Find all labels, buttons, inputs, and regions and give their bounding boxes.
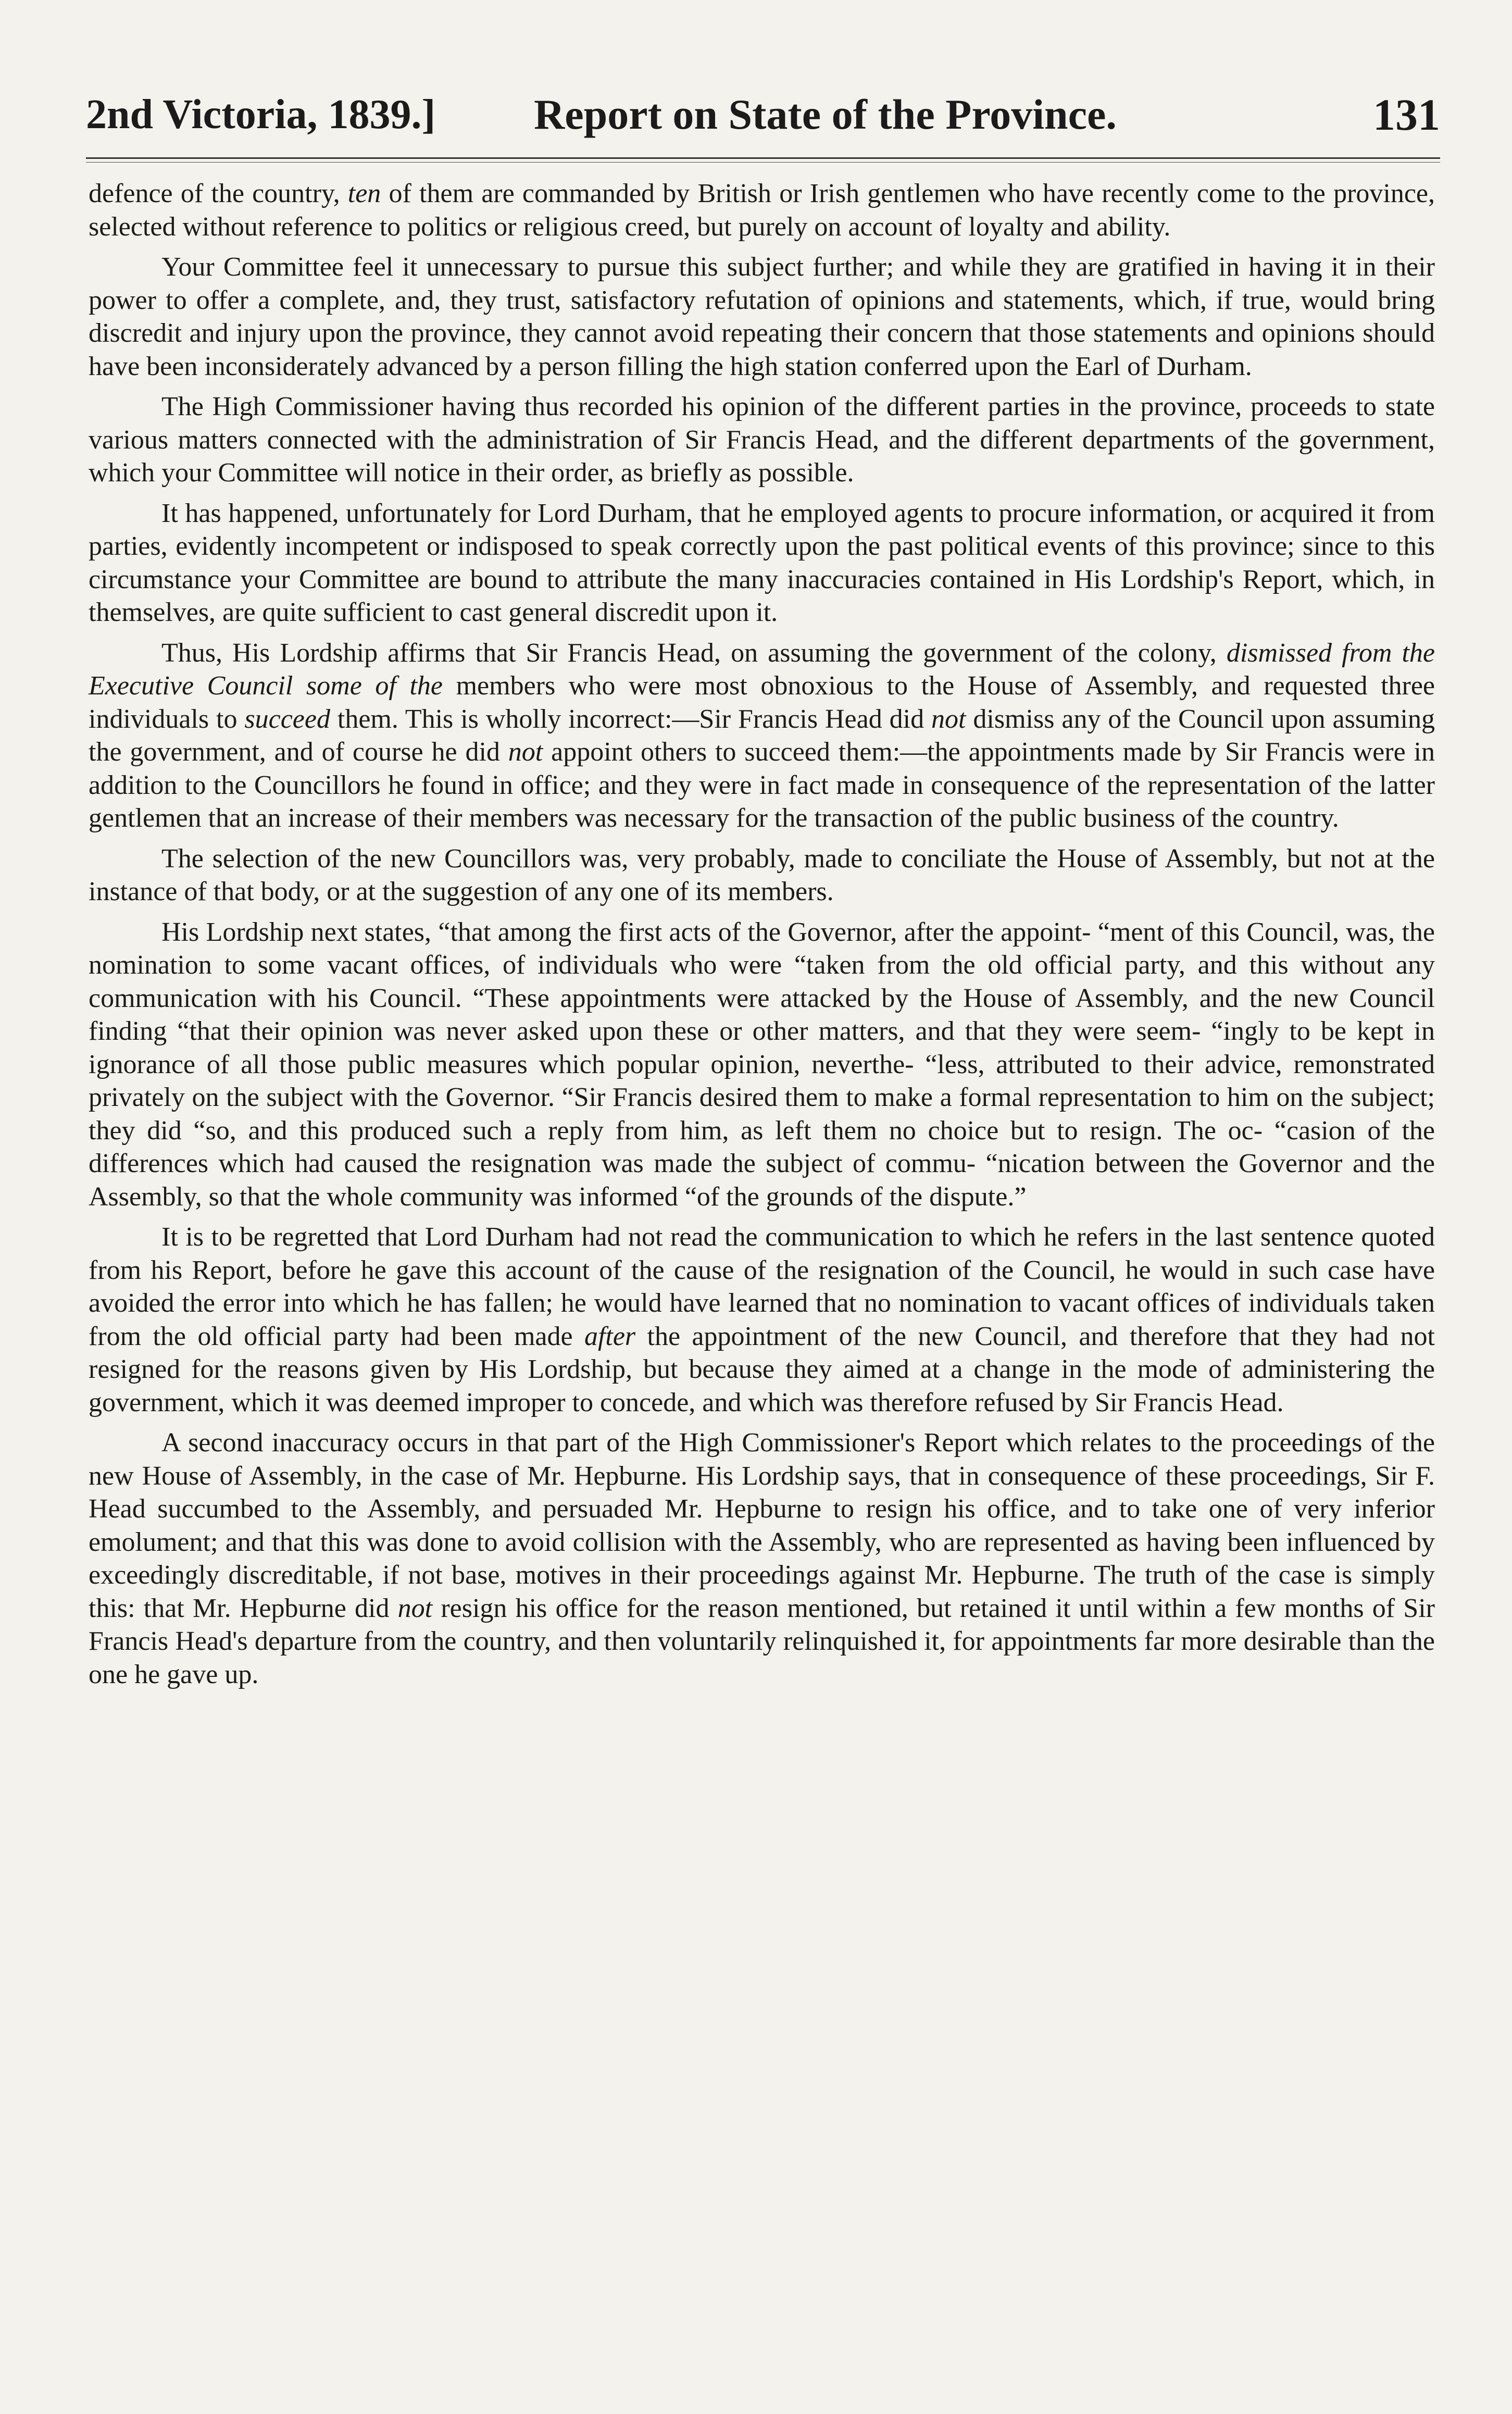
text-run: It is to be regretted that Lord Durham had not read the communication to which he refers in the last sentence quoted from his Report, before he gave this account of the cause of the resignation of the Council, he would in such case have avoided the error into which he has fallen; he would have learned that no nomination to vacant offices of individuals taken from the old official party had been made — [89, 1222, 1435, 1351]
text-run: members who were most obnoxious to the House of Assembly, and requested three individuals to — [89, 671, 1435, 734]
italic-text: succeed — [244, 704, 330, 734]
text-run: them. This is wholly incorrect:—Sir Francis Head did — [330, 704, 932, 734]
text-run: It has happened, unfortunately for Lord Durham, that he employed agents to procure information, or acquired it from parties, evidently incompetent or indisposed to speak correctly upon the past political events of this province; since to this circumstance your Committee are bound to attribute the many inaccuracies contained in His Lordship's Report, which, in themselves, are quite sufficient to cast general discredit upon it. — [89, 498, 1435, 627]
italic-text: not — [508, 737, 543, 767]
text-run: appoint others to succeed them:—the appointments made by Sir Francis were in addition to the Councillors he found in office; and they were in fact made in consequence of the representation of the latter gentlemen that an increase of their members was necessary for the transaction of the public business of the country. — [89, 737, 1435, 833]
paragraph — [89, 637, 1435, 835]
paragraph — [89, 177, 1435, 243]
italic-text: not — [931, 704, 966, 734]
paragraph — [89, 1426, 1435, 1691]
header-title: Report on State of the Province. — [534, 91, 1117, 138]
italic-text: ten — [347, 179, 381, 208]
text-run: resign his office for the reason mentioned, but retained it until within a few months of Sir Francis Head's departure from the country, and then voluntarily relinquished it, for appointments far more desirable than the one he gave up. — [89, 1593, 1435, 1689]
body-text — [89, 177, 1435, 1698]
text-run: Thus, His Lordship affirms that Sir Francis Head, on assuming the government of the colony, — [161, 638, 1227, 668]
paragraph — [89, 251, 1435, 383]
paragraph — [89, 842, 1435, 909]
header-rule — [86, 157, 1440, 163]
paragraph — [89, 497, 1435, 629]
paragraph — [89, 390, 1435, 490]
text-run: A second inaccuracy occurs in that part of the High Commissioner's Report which relates to the proceedings of the new House of Assembly, in the case of Mr. Hepburne. His Lordship says, that in consequence of these proceedings, Sir F. Head succumbed to the Assembly, and persuaded Mr. Hepburne to resign his office, and to take one of very inferior emolument; and that this was done to avoid collision with the Assembly, who are represented as having been influenced by exceedingly discreditable, if not base, motives in their proceedings against Mr. Hepburne. The truth of the case is simply this: that Mr. Hepburne did — [89, 1428, 1435, 1623]
text-run: dismiss any of the Council upon assuming the government, and of course he did — [89, 704, 1435, 767]
paragraph — [89, 916, 1435, 1214]
text-run: of them are commanded by British or Irish gentlemen who have recently come to the province, selected without reference to politics or religious creed, but purely on account of loyalty and ability. — [89, 179, 1435, 242]
running-header — [86, 86, 1440, 143]
text-run: The High Commissioner having thus recorded his opinion of the different parties in the province, proceeds to state various matters connected with the administration of Sir Francis Head, and the different departments of the government, which your Committee will notice in their order, as briefly as possible. — [89, 392, 1435, 488]
italic-text: after — [584, 1321, 636, 1351]
italic-text: not — [397, 1593, 433, 1623]
text-run: The selection of the new Councillors was, very probably, made to conciliate the House of Assembly, but not at the instance of that body, or at the suggestion of any one of its members. — [89, 843, 1435, 906]
paragraph — [89, 1221, 1435, 1419]
text-run: defence of the country, — [89, 179, 348, 208]
text-run: the appointment of the new Council, and therefore that they had not resigned for the reasons given by His Lordship, but because they aimed at a change in the mode of administering the government, which it was deemed improper to concede, and which was therefore refused by Sir Francis Head. — [89, 1321, 1435, 1417]
italic-text: dismissed from the Executive Council some of the — [89, 638, 1435, 701]
header-session-year: 2nd Victoria, 1839.] — [86, 92, 436, 138]
text-run: Your Committee feel it unnecessary to pursue this subject further; and while they are gratified in having it in their power to offer a complete, and, they trust, satisfactory refutation of opinions and statements, which, if true, would bring discredit and injury upon the province, they cannot avoid repeating their concern that those statements and opinions should have been inconsiderately advanced by a person filling the high station conferred upon the Earl of Durham. — [89, 252, 1435, 381]
page-number: 131 — [1373, 90, 1440, 140]
text-run: His Lordship next states, “that among the first acts of the Governor, after the appoint- “ment of this Council, was, the nomination to some vacant offices, of individuals who were “taken from the old official party, and this without any communication with his Council. “These appointments were attacked by the House of Assembly, and the new Council finding “that their opinion was never asked upon these or other matters, and that they were seem- “ingly to be kept in ignorance of all those public measures which popular opinion, neverthe- “less, attributed to their advice, remonstrated privately on the subject with the Governor. “Sir Francis desired them to make a formal representation to him on the subject; they did “so, and this produced such a reply from him, as left them no choice but to resign. The oc- “casion of the differences which had caused the resignation was made the subject of commu- “nication between the Governor and the Assembly, so that the whole community was informed “of the grounds of the dispute.” — [89, 917, 1435, 1212]
